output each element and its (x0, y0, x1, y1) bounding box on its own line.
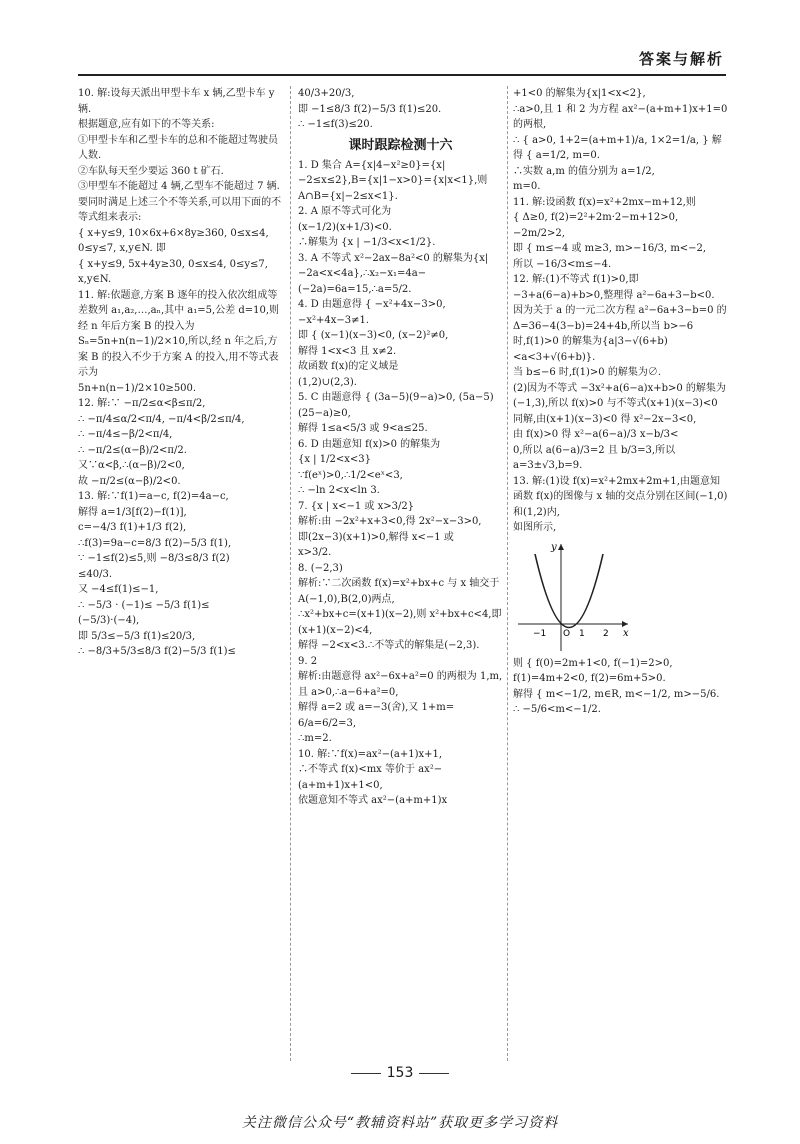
column-divider-2 (507, 86, 508, 1061)
column-middle (298, 86, 503, 809)
text-line: ∴不等式 f(x)<mx 等价于 ax²−(a+m+1)x+1<0, (298, 764, 443, 791)
text-line: { x+y≤9, 5x+4y≥30, 0≤x≤4, 0≤y≤7, x,y∈N. (78, 258, 268, 285)
text-line: ∴ −5/6<m<−1/2. (513, 704, 601, 715)
text-line: a=3±√3,b=9. (513, 460, 583, 471)
text-line: 依题意知不等式 ax²−(a+m+1)x (298, 795, 448, 807)
text-line: ∴f(3)=9a−c=8/3 f(2)−5/3 f(1), (78, 537, 232, 549)
text-line: ∴ −π/2≤(α−β)/2<π/2. (78, 444, 187, 456)
text-line: {x | 1/2<x<3} (298, 454, 371, 466)
text-line: 如图所示, (513, 522, 557, 533)
text-line: { Δ≥0, f(2)=2²+2m·2−m+12>0, −2m/2>2, (513, 212, 679, 239)
text-line: ②车队每天至少要运 360 t 矿石. (78, 165, 224, 177)
text-line: 7. {x | x<−1 或 x>3/2} (298, 500, 415, 512)
y-axis-label: y (551, 541, 557, 553)
text-line: 即 { (x−1)(x−3)<0, (x−2)²≠0, (298, 330, 449, 342)
text-line: 12. 解:(1)不等式 f(1)>0,即 −3+a(6−a)+b>0,整理得 a²−6a+3−b<0. (513, 274, 715, 301)
footer-text: 关注微信公众号“教辅资料站”获取更多学习资料 (241, 1115, 559, 1131)
text-line: ≤40/3. (78, 568, 113, 580)
text-line: 要同时满足上述三个不等关系,可以用下面的不等式组来表示: (78, 196, 282, 223)
text-line: 解得 1≤a<5/3 或 9<a≤25. (298, 423, 428, 435)
column-divider-1 (290, 86, 291, 1061)
text-line: 4. D 由题意得 { −x²+4x−3>0, −x²+4x−3≠1. (298, 299, 446, 326)
text-line: 13. 解:(1)设 f(x)=x²+2mx+2m+1,由题意知函数 f(x)的图像与 x 轴的交点分别在区间(−1,0)和(1,2)内, (513, 475, 728, 518)
text-line: 解析:∵二次函数 f(x)=x²+bx+c 与 x 轴交于 A(−1,0),B(2,0)两点, (298, 578, 500, 605)
column-right (513, 86, 728, 718)
text-line: 即 5/3≤−5/3 f(1)≤20/3, (78, 630, 196, 642)
text-line: +1<0 的解集为{x|1<x<2}, (513, 88, 646, 99)
section-title: 课时跟踪检测十六 (348, 137, 453, 153)
text-line: 10. 解:∵f(x)=ax²−(a+1)x+1, (298, 748, 443, 760)
text-line: ∴ −ln 2<x<ln 3. (298, 485, 380, 497)
text-line: (−5/3)·(−4), (78, 615, 140, 626)
text-line: 5. C 由题意得 { (3a−5)(9−a)>0, (5a−5)(25−a)≥0, (298, 392, 494, 419)
text-line: 由 f(x)>0 得 x²−a(6−a)/3 x−b/3< (513, 429, 679, 440)
text-line: 解得 1<x<3 且 x≠2. (298, 345, 397, 357)
text-line: 又∵α<β,∴(α−β)/2<0, (78, 460, 185, 471)
text-line: c=−4/3 f(1)+1/3 f(2), (78, 522, 187, 533)
text-line: 11. 解:设函数 f(x)=x²+2mx−m+12,则 (513, 196, 696, 208)
text-line: 6. D 由题意知 f(x)>0 的解集为 (298, 438, 441, 450)
text-line: 解得 −2<x<3.∴不等式的解集是(−2,3). (298, 640, 480, 652)
text-line: 0,所以 a(6−a)/3=2 且 b/3=3,所以 (513, 444, 676, 456)
tick-label: 1 (579, 628, 585, 639)
text-line: 11. 解:依题意,方案 B 逐年的投入依次组成等差数列 a₁,a₂,…,aₙ,其中 a₁=5,公差 d=10,则经 n 年后方案 B 的投入为 Sₙ=5n+n(n−1)/2×10,所以,经 n 年之后,方案 B 的投入不少于方案 A 的投入,用不等式表示为 (78, 289, 280, 378)
text-line: 故函数 f(x)的定义域是 (298, 361, 399, 373)
text-line: 所以 −16/3<m≤−4. (513, 258, 612, 270)
text-line: 则 { f(0)=2m+1<0, f(−1)=2>0, f(1)=4m+2<0, f(2)=6m+5>0. (513, 657, 673, 684)
tick-label: 2 (603, 628, 609, 639)
parabola-graph (513, 536, 633, 656)
text-line: ∴解集为 {x | −1/3<x<1/2}. (298, 237, 436, 249)
text-line: ①甲型卡车和乙型卡车的总和不能超过驾驶员人数. (78, 134, 278, 161)
text-line: ∴ −π/4≤−β/2<π/4, (78, 429, 173, 440)
x-axis-label: x (623, 627, 629, 639)
text-line: 解得 a=1/3[f(2)−f(1)], (78, 506, 187, 518)
text-line: ∴实数 a,m 的值分别为 a=1/2, (513, 165, 655, 177)
text-line: (1,2)∪(2,3). (298, 376, 357, 388)
text-line: ∴x²+bx+c=(x+1)(x−2),则 x²+bx+c<4,即(x+1)(x−2)<4, (298, 609, 502, 636)
text-line: 即 −1≤8/3 f(2)−5/3 f(1)≤20. (298, 103, 442, 115)
text-line: 又 −4≤f(1)≤−1, (78, 584, 159, 595)
text-line: 12. 解:∵ −π/2≤α<β≤π/2, (78, 398, 206, 409)
header-rule (78, 74, 726, 76)
column-left (78, 86, 283, 660)
text-line: (x−1/2)(x+1/3)<0. (298, 221, 392, 233)
page-number: 153 (386, 1065, 414, 1081)
text-line: 解析:由 −2x²+x+3<0,得 2x²−x−3>0, (298, 516, 482, 528)
text-line: 40/3+20/3, (298, 88, 355, 99)
text-line: x>3/2. (298, 547, 332, 559)
text-line: 3. A 不等式 x²−2ax−8a²<0 的解集为{x|−2a<x<4a},∴x₂−x₁=4a−(−2a)=6a=15,∴a=5/2. (298, 252, 489, 295)
page-number-right-dash (419, 1073, 449, 1074)
x-axis-arrow-icon (622, 621, 628, 627)
text-line: ∴a>0,且 1 和 2 为方程 ax²−(a+m+1)x+1=0 的两根, (513, 103, 728, 130)
text-line: 2. A 原不等式可化为 (298, 206, 392, 218)
text-line: 1. D 集合 A={x|4−x²≥0}={x|−2≤x≤2},B={x|1−x>0}={x|x<1},则 A∩B={x|−2≤x<1}. (298, 159, 488, 202)
text-line: ∴ −1≤f(3)≤20. (298, 119, 373, 130)
text-line: 解析:由题意得 ax²−6x+a²=0 的两根为 1,m,且 a>0,∴a−6+a²=0, (298, 671, 503, 698)
text-line: 因为关于 a 的一元二次方程 a²−6a+3−b=0 的 Δ=36−4(3−b)=24+4b,所以当 b>−6 时,f(1)>0 的解集为{a|3−√(6+b)<a<3+√(6+b)}. (513, 305, 727, 363)
text-line: 9. 2 (298, 655, 318, 667)
tick-label: O (563, 628, 571, 639)
page-number-bar (0, 1065, 800, 1081)
text-line: 解得 { m<−1/2, m∈R, m<−1/2, m>−5/6. (513, 688, 720, 700)
text-line: ∴m=2. (298, 733, 332, 745)
parabola-figure (513, 536, 633, 656)
text-line: ∴ −8/3+5/3≤8/3 f(2)−5/3 f(1)≤ (78, 646, 236, 657)
header-title: 答案与解析 (638, 50, 724, 68)
parabola-curve (535, 554, 603, 628)
text-line: 13. 解:∵f(1)=a−c, f(2)=4a−c, (78, 491, 229, 502)
text-line: 故 −π/2≤(α−β)/2<0. (78, 475, 181, 487)
text-line: 当 b≤−6 时,f(1)>0 的解集为∅. (513, 367, 662, 378)
page-number-left-dash (351, 1073, 381, 1074)
text-line: 5n+n(n−1)/2×10≥500. (78, 382, 197, 394)
text-line: 10. 解:设每天派出甲型卡车 x 辆,乙型卡车 y 辆. (78, 88, 275, 115)
text-line: { x+y≤9, 10×6x+6×8y≥360, 0≤x≤4, 0≤y≤7, x,y∈N. 即 (78, 227, 269, 254)
y-axis-arrow-icon (558, 544, 564, 550)
tick-label: −1 (533, 628, 547, 639)
text-line: 根据题意,应有如下的不等关系: (78, 119, 215, 130)
text-line: 解得 a=2 或 a=−3(舍),又 1+m= (298, 702, 455, 714)
text-line: ∴ { a>0, 1+2=(a+m+1)/a, 1×2=1/a, } 解得 { a=1/2, m=0. (513, 134, 722, 161)
text-line: ∴ −5/3 · (−1)≤ −5/3 f(1)≤ (78, 599, 210, 611)
text-line: (2)因为不等式 −3x²+a(6−a)x+b>0 的解集为(−1,3),所以 f(x)>0 与不等式(x+1)(x−3)<0 同解,由(x+1)(x−3)<0 得 x²−2x−3<0, (513, 382, 726, 425)
text-line: ∵ −1≤f(2)≤5,则 −8/3≤8/3 f(2) (78, 553, 230, 564)
text-line: m=0. (513, 181, 541, 192)
text-line: ∵f(eˣ)>0,∴1/2<eˣ<3, (298, 469, 403, 481)
text-line: 即(2x−3)(x+1)>0,解得 x<−1 或 (298, 531, 454, 543)
text-line: ③甲型车不能超过 4 辆,乙型车不能超过 7 辆. (78, 181, 280, 192)
text-line: 即 { m≤−4 或 m≥3, m>−16/3, m<−2, (513, 243, 707, 254)
text-line: 6/a=6/2=3, (298, 717, 357, 729)
text-line: ∴ −π/4≤α/2<π/4, −π/4<β/2≤π/4, (78, 413, 245, 425)
text-line: 8. (−2,3) (298, 562, 343, 574)
